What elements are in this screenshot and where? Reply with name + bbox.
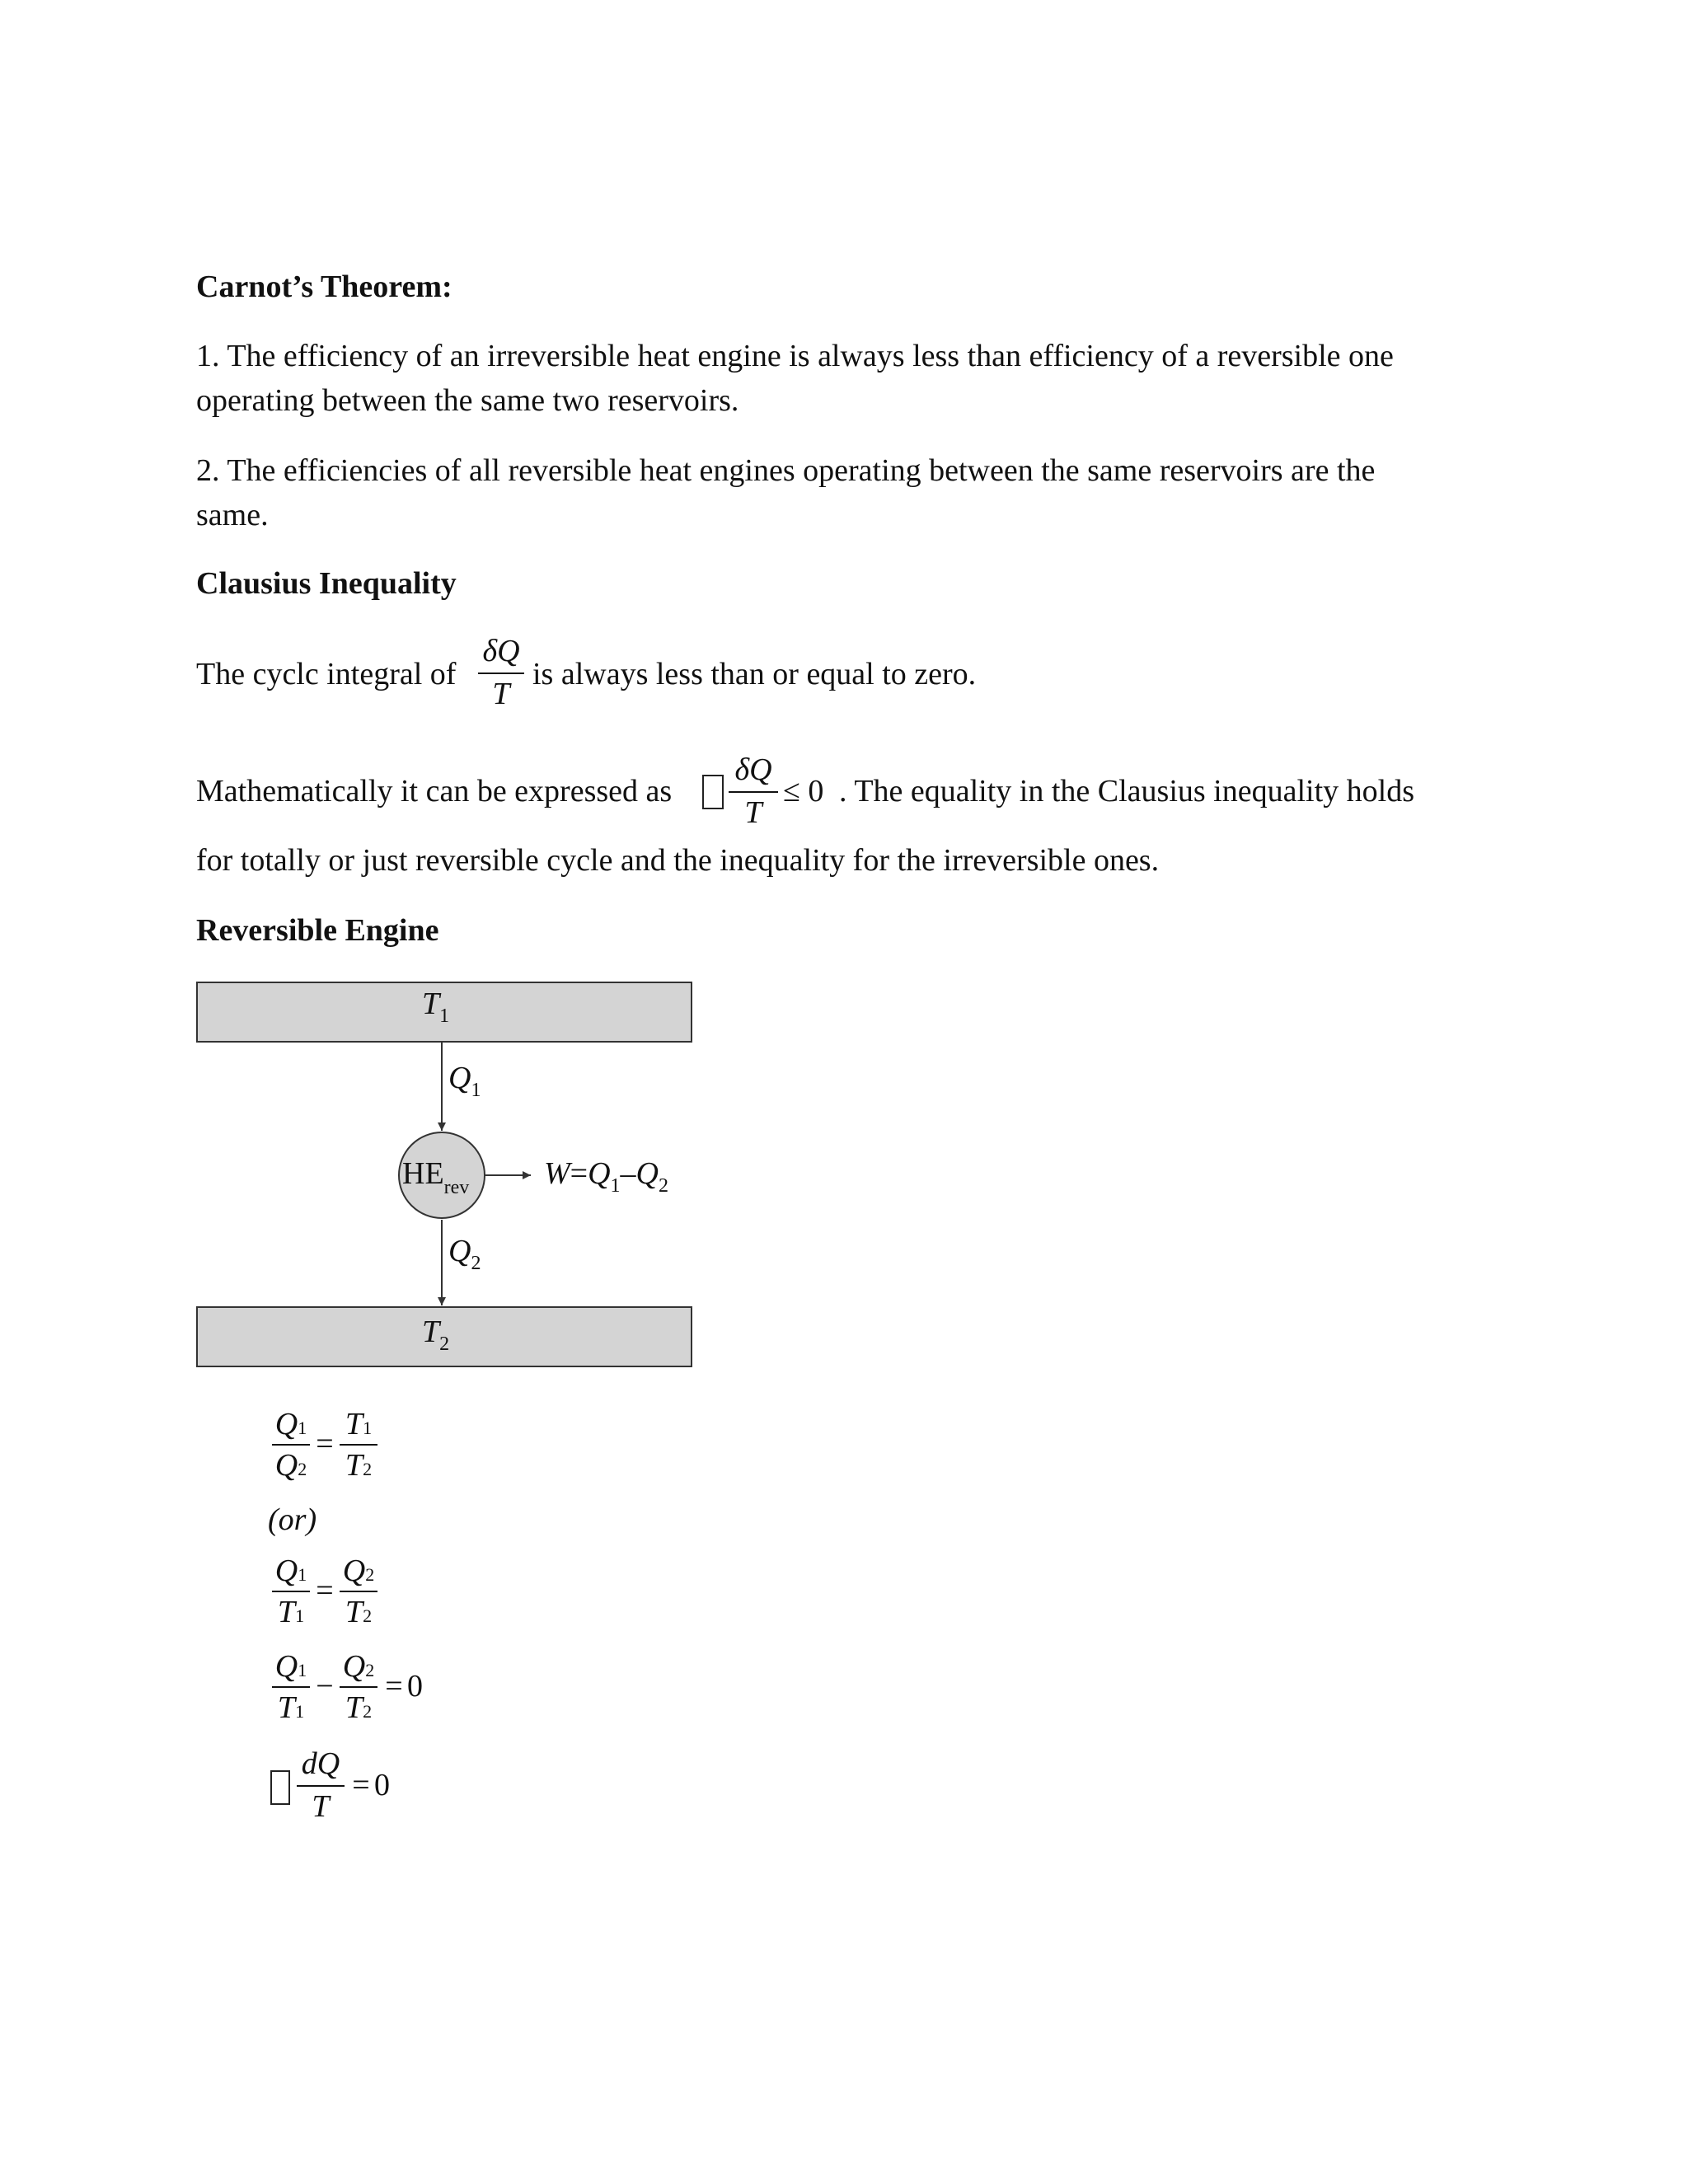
fraction-1-numerator: δQ [482,634,520,668]
he-text: HE [402,1156,444,1191]
t2-symbol: T [422,1315,440,1349]
eq4-bar [297,1785,345,1787]
eq1-num-right: T1 [345,1407,373,1441]
equation-ratio [272,1406,379,1497]
clausius-fraction-2 [729,752,778,834]
fraction-2-denominator: T [744,795,762,830]
clausius-sentence-2-after: . The equality in the Clausius inequality holds [839,774,1414,808]
q1-symbol: Q [448,1061,471,1095]
eq4-numerator: dQ [301,1746,340,1781]
cold-reservoir-label [422,1314,450,1355]
eq4-zero: 0 [374,1768,390,1802]
reversible-engine-heading: Reversible Engine [196,913,439,948]
fraction-1-denominator: T [492,677,510,711]
work-q1-subscript: 1 [610,1175,621,1197]
or-connector: (or) [268,1502,317,1537]
fraction-1-bar [478,673,524,674]
equation-ratio-rearranged [272,1553,379,1643]
clausius-sentence-1-before: The cyclc integral of [196,657,457,691]
eq2-bar-right [340,1591,377,1592]
eq1-den-right: T2 [345,1448,373,1483]
clausius-sentence-2-before: Mathematically it can be expressed as [196,774,673,808]
eq3-equals: = [385,1669,403,1704]
eq1-bar-left [272,1444,310,1446]
carnot-point-1-line-1: 1. The efficiency of an irreversible heat engine is always less than efficiency of a reversible one [196,339,1394,373]
q1-subscript: 1 [471,1080,481,1101]
eq1-equals: = [316,1427,334,1461]
work-q2-symbol: Q [635,1156,659,1191]
work-q2-subscript: 2 [659,1175,668,1197]
carnot-heading: Carnot’s Theorem: [196,269,452,304]
hot-reservoir-label [422,986,450,1027]
clausius-fraction-1 [478,633,524,715]
eq3-num-right: Q2 [342,1649,375,1684]
eq3-den-right: T2 [345,1690,373,1725]
t1-subscript: 1 [439,1005,450,1027]
heat-out-label [448,1233,481,1274]
eq2-equals: = [316,1573,334,1608]
eq4-denominator: T [312,1789,330,1824]
t2-subscript: 2 [439,1333,450,1355]
eq3-bar-left [272,1686,310,1688]
work-w-symbol: W [544,1156,570,1191]
carnot-point-2-line-2: same. [196,498,269,532]
work-minus: – [620,1156,636,1191]
eq1-num-left: Q1 [274,1407,307,1441]
fraction-2-bar [729,791,778,793]
eq3-zero: 0 [407,1669,423,1704]
clausius-sentence-2-line-2: for totally or just reversible cycle and the inequality for the irreversible ones. [196,843,1160,878]
eq2-den-left: T1 [277,1595,305,1629]
eq4-cyclic-integral-icon [270,1770,290,1805]
eq3-den-left: T1 [277,1690,305,1725]
work-label [544,1155,668,1197]
equation-difference [272,1648,437,1739]
heat-engine-label [402,1155,470,1198]
eq2-den-right: T2 [345,1595,373,1629]
clausius-relation: ≤ 0 [783,774,824,808]
eq3-num-left: Q1 [274,1649,307,1684]
eq4-equals: = [352,1768,370,1802]
eq1-bar-right [340,1444,377,1446]
eq1-den-left: Q2 [274,1448,307,1483]
carnot-point-1-line-2: operating between the same two reservoirs. [196,383,739,418]
clausius-sentence-1-after: is always less than or equal to zero. [532,657,977,691]
eq3-bar-right [340,1686,377,1688]
q2-symbol: Q [448,1234,471,1268]
carnot-point-2-line-1: 2. The efficiencies of all reversible heat engines operating between the same reservoirs are the [196,453,1376,488]
eq2-bar-left [272,1591,310,1592]
cyclic-integral-icon [702,775,724,809]
eq2-num-right: Q2 [342,1554,375,1588]
work-q1-symbol: Q [588,1156,611,1191]
eq2-num-left: Q1 [274,1554,307,1588]
heat-in-label [448,1060,481,1101]
t1-symbol: T [422,987,440,1021]
fraction-2-numerator: δQ [734,752,772,787]
q2-subscript: 2 [471,1253,481,1274]
work-equals: = [570,1156,588,1191]
he-subscript: rev [443,1177,470,1198]
clausius-heading: Clausius Inequality [196,566,457,601]
equation-cyclic-integral [270,1746,435,1836]
eq3-minus: − [316,1669,334,1704]
